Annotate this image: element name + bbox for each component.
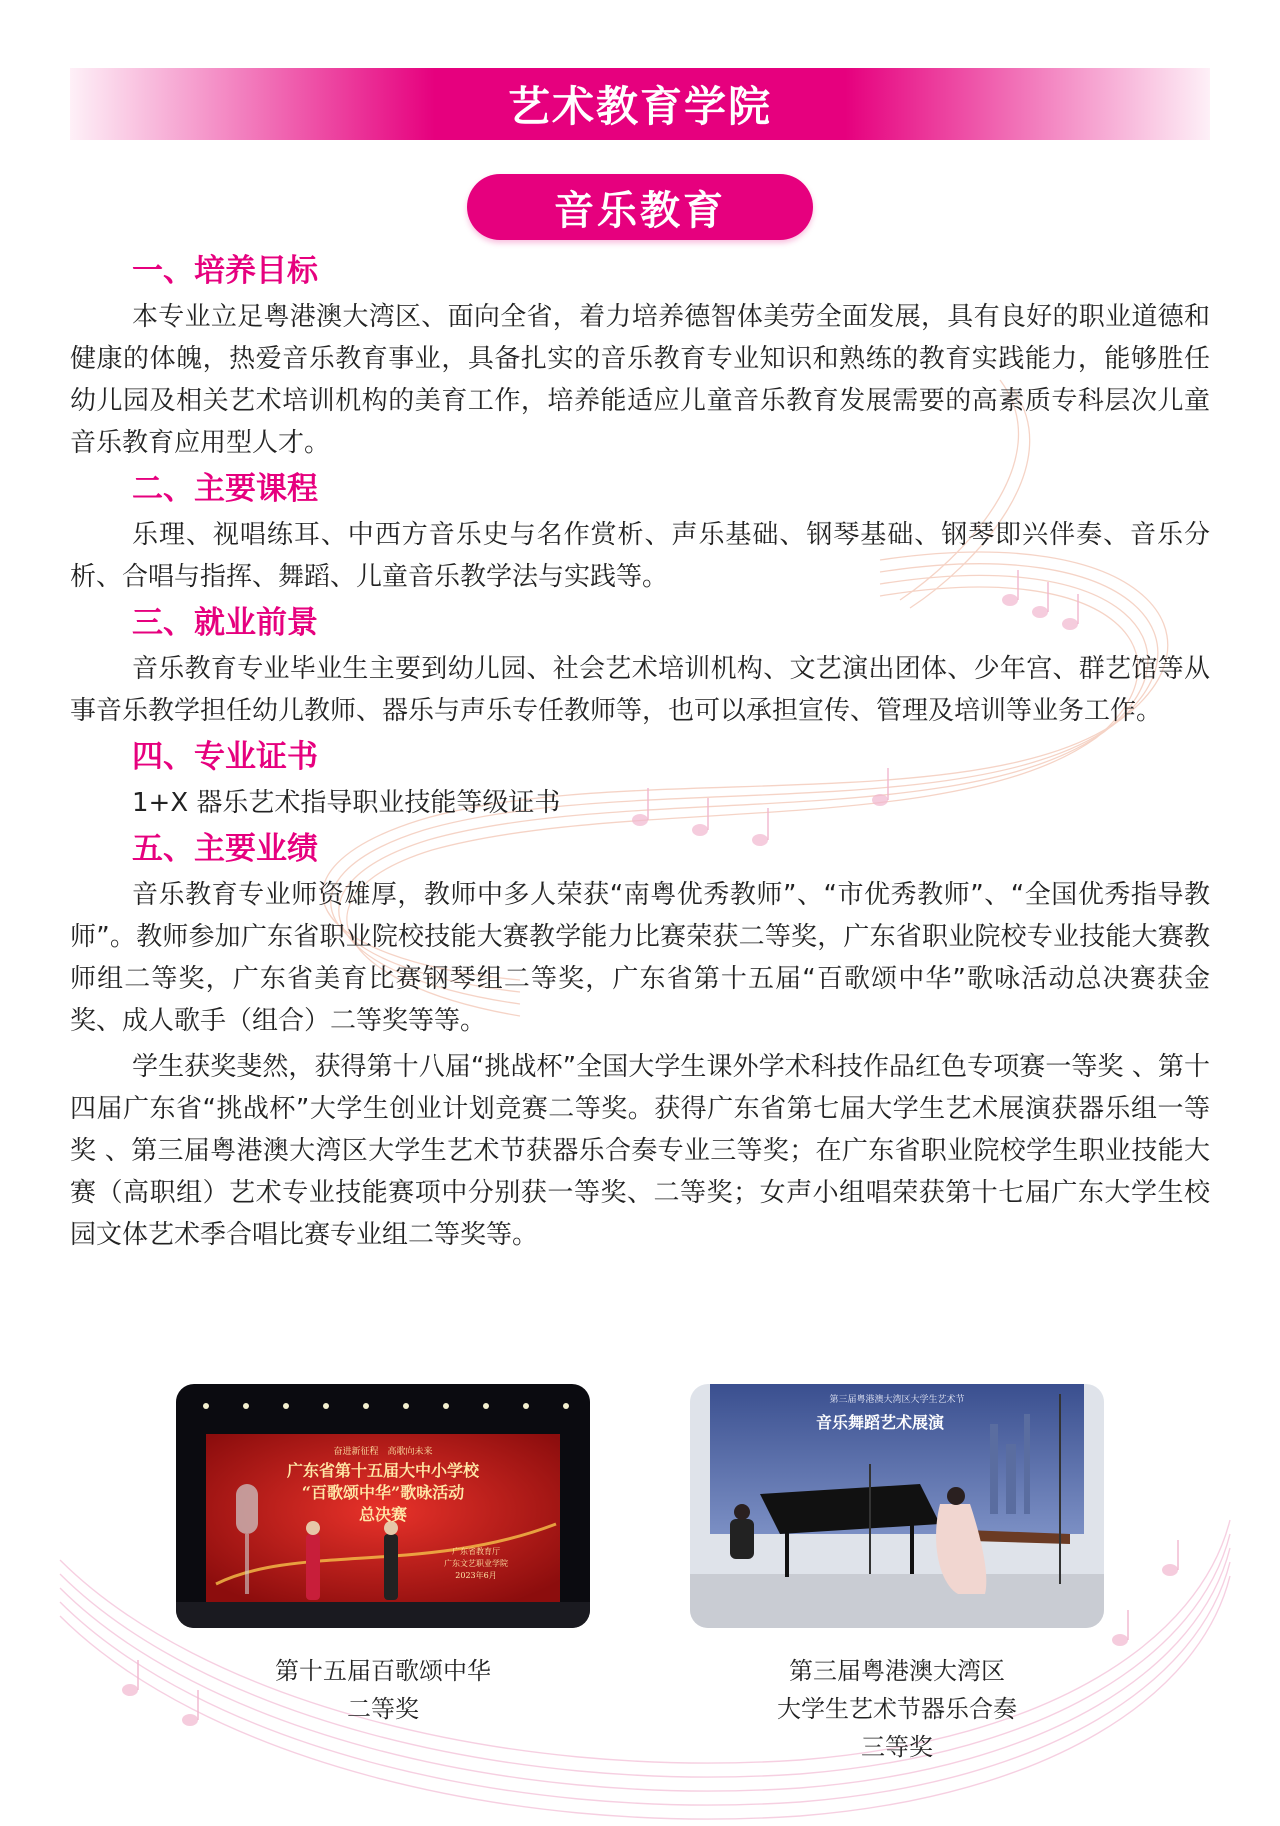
concert-screen-line: 音乐舞蹈艺术展演	[815, 1413, 945, 1432]
caption-line: 三等奖	[861, 1733, 933, 1761]
photo-card	[690, 1384, 1104, 1766]
stage-screen-line: “百歌颂中华”歌咏活动	[301, 1483, 465, 1502]
section-paragraph: 音乐教育专业师资雄厚，教师中多人荣获“南粤优秀教师”、“市优秀教师”、“全国优秀指导教师”。教师参加广东省职业院校技能大赛教学能力比赛荣获二等奖，广东省职业院校专业技能大赛教师组二等奖，广东省美育比赛钢琴组二等奖，广东省第十五届“百歌颂中华”歌咏活动总决赛获金奖、成人歌手（组合）二等奖等等。	[70, 880, 1210, 1036]
photo-card	[176, 1384, 590, 1728]
section-certificates	[70, 736, 1210, 824]
section-heading: 二、主要课程	[132, 471, 318, 507]
section-heading: 一、培养目标	[132, 253, 318, 289]
section-paragraph: 1+X 器乐艺术指导职业技能等级证书	[132, 788, 561, 818]
photo-caption	[690, 1652, 1104, 1766]
caption-line: 第十五届百歌颂中华	[275, 1657, 491, 1685]
section-goals	[70, 250, 1210, 464]
stage-screen-line: 广东文艺职业学院	[444, 1559, 508, 1568]
photo-caption	[176, 1652, 590, 1728]
section-heading: 四、专业证书	[132, 739, 318, 775]
caption-line: 第三届粤港澳大湾区	[789, 1657, 1005, 1685]
concert-photo	[690, 1384, 1104, 1628]
stage-photo	[176, 1384, 590, 1628]
stage-screen-line: 广东省教育厅	[452, 1547, 500, 1556]
section-paragraph: 本专业立足粤港澳大湾区、面向全省，着力培养德智体美劳全面发展，具有良好的职业道德和健康的体魄，热爱音乐教育事业，具备扎实的音乐教育专业知识和熟练的教育实践能力，能够胜任幼儿园及相关艺术培训机构的美育工作，培养能适应儿童音乐教育发展需要的高素质专科层次儿童音乐教育应用型人才。	[70, 302, 1210, 458]
section-employment	[70, 602, 1210, 732]
section-paragraph: 乐理、视唱练耳、中西方音乐史与名作赏析、声乐基础、钢琴基础、钢琴即兴伴奏、音乐分析、合唱与指挥、舞蹈、儿童音乐教学法与实践等。	[70, 520, 1210, 592]
caption-line: 大学生艺术节器乐合奏	[777, 1695, 1017, 1723]
section-achievements	[70, 828, 1210, 1256]
section-paragraph: 学生获奖斐然，获得第十八届“挑战杯”全国大学生课外学术科技作品红色专项赛一等奖 、第十四届广东省“挑战杯”大学生创业计划竞赛二等奖。获得广东省第七届大学生艺术展演获器乐组一等奖 、第三届粤港澳大湾区大学生艺术节获器乐合奏专业三等奖；在广东省职业院校学生职业技能大赛（高职组）艺术专业技能赛项中分别获一等奖、二等奖；女声小组唱荣获第十七届广东大学生校园文体艺术季合唱比赛专业组二等奖等。	[70, 1052, 1210, 1250]
caption-line: 二等奖	[347, 1695, 419, 1723]
major-title: 音乐教育	[554, 186, 726, 234]
stage-screen-line: 奋进新征程 高歌向未来	[333, 1447, 433, 1457]
major-title-pill	[467, 174, 813, 240]
concert-screen-line: 第三届粤港澳大湾区大学生艺术节	[829, 1395, 965, 1405]
stage-screen-line: 总决赛	[358, 1505, 408, 1524]
section-heading: 三、就业前景	[132, 605, 318, 641]
content-body	[70, 250, 1210, 1260]
college-banner	[70, 68, 1210, 140]
stage-screen-line: 广东省第十五届大中小学校	[286, 1461, 480, 1480]
section-courses	[70, 468, 1210, 598]
section-paragraph: 音乐教育专业毕业生主要到幼儿园、社会艺术培训机构、文艺演出团体、少年宫、群艺馆等从事音乐教学担任幼儿教师、器乐与声乐专任教师等，也可以承担宣传、管理及培训等业务工作。	[70, 654, 1210, 726]
photo-gallery	[0, 1384, 1280, 1824]
college-title: 艺术教育学院	[507, 82, 772, 131]
section-heading: 五、主要业绩	[132, 831, 318, 867]
stage-screen-line: 2023年6月	[455, 1571, 497, 1580]
